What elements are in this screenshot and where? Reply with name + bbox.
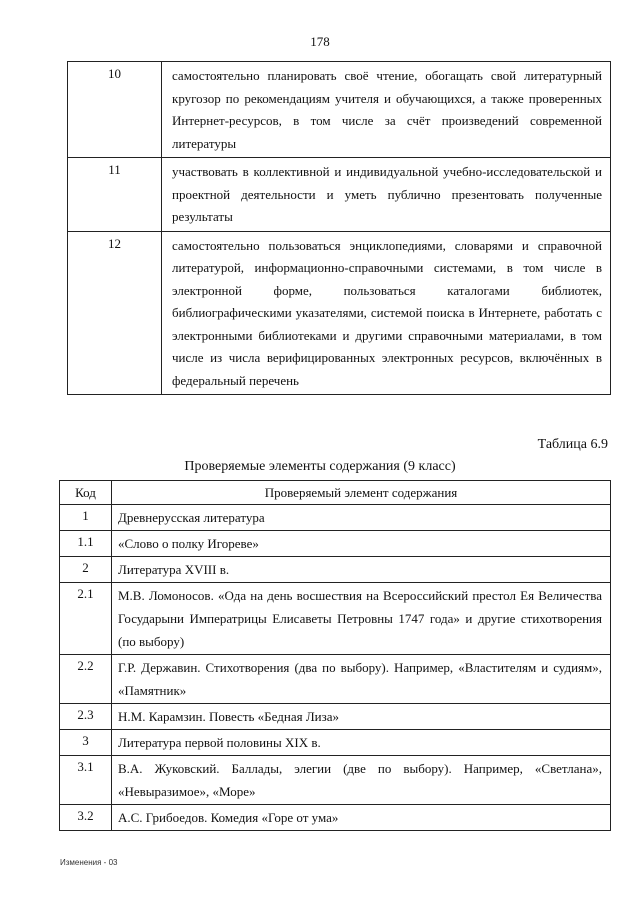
- header-element: Проверяемый элемент содержания: [112, 481, 611, 505]
- element-code: 1.1: [60, 531, 112, 557]
- element-code: 2: [60, 557, 112, 583]
- header-code: Код: [60, 481, 112, 505]
- row-text: участвовать в коллективной и индивидуальной учебно-исследовательской и проектной деятельности и уметь публично презентовать полученные результаты: [162, 158, 611, 232]
- table-row: [60, 756, 611, 805]
- table-row: [60, 505, 611, 531]
- table-title: Проверяемые элементы содержания (9 класс): [184, 459, 456, 474]
- content-elements-table: [59, 480, 611, 831]
- element-code: 3.1: [60, 756, 112, 805]
- element-code: 3.2: [60, 805, 112, 831]
- table-row: [60, 531, 611, 557]
- table-row: [68, 158, 611, 232]
- table-caption: Таблица 6.9: [537, 437, 608, 452]
- element-text: Литература первой половины XIX в.: [112, 730, 611, 756]
- element-text: Древнерусская литература: [112, 505, 611, 531]
- row-text: самостоятельно пользоваться энциклопедиями, словарями и справочной литературой, информационно-справочными системами, в том числе в электронной форме, пользоваться каталогами библиотек, библиографическими указателями, системой поиска в Интернете, работать с электронными библиотеками и другими справочными материалами, в том числе из числа верифицированных электронных ресурсов, включённых в федеральный перечень: [162, 231, 611, 395]
- table-row: [60, 730, 611, 756]
- row-text: самостоятельно планировать своё чтение, обогащать свой литературный кругозор по рекомендациям учителя и обучающихся, а также проверенных Интернет-ресурсов, в том числе за счёт произведений современной литературы: [162, 62, 611, 158]
- element-text: Литература XVIII в.: [112, 557, 611, 583]
- footer-note: Изменения - 03: [60, 858, 118, 867]
- element-text: М.В. Ломоносов. «Ода на день восшествия на Всероссийский престол Ея Величества Государыни Императрицы Елисаветы Петровны 1747 года» и другие стихотворения (по выбору): [112, 583, 611, 655]
- table-row: [68, 231, 611, 395]
- table-row: [60, 704, 611, 730]
- table-header-row: [60, 481, 611, 505]
- results-table: [67, 61, 611, 395]
- element-text: Г.Р. Державин. Стихотворения (два по выбору). Например, «Властителям и судиям», «Памятник»: [112, 655, 611, 704]
- row-number: 10: [68, 62, 162, 158]
- row-number: 12: [68, 231, 162, 395]
- row-number: 11: [68, 158, 162, 232]
- page-number: 178: [310, 34, 330, 49]
- element-code: 2.2: [60, 655, 112, 704]
- element-text: А.С. Грибоедов. Комедия «Горе от ума»: [112, 805, 611, 831]
- table-row: [68, 62, 611, 158]
- table-row: [60, 655, 611, 704]
- element-code: 2.3: [60, 704, 112, 730]
- element-text: «Слово о полку Игореве»: [112, 531, 611, 557]
- element-code: 3: [60, 730, 112, 756]
- element-code: 1: [60, 505, 112, 531]
- table-row: [60, 583, 611, 655]
- table-row: [60, 805, 611, 831]
- element-text: Н.М. Карамзин. Повесть «Бедная Лиза»: [112, 704, 611, 730]
- element-code: 2.1: [60, 583, 112, 655]
- element-text: В.А. Жуковский. Баллады, элегии (две по выбору). Например, «Светлана», «Невыразимое», «Море»: [112, 756, 611, 805]
- table-row: [60, 557, 611, 583]
